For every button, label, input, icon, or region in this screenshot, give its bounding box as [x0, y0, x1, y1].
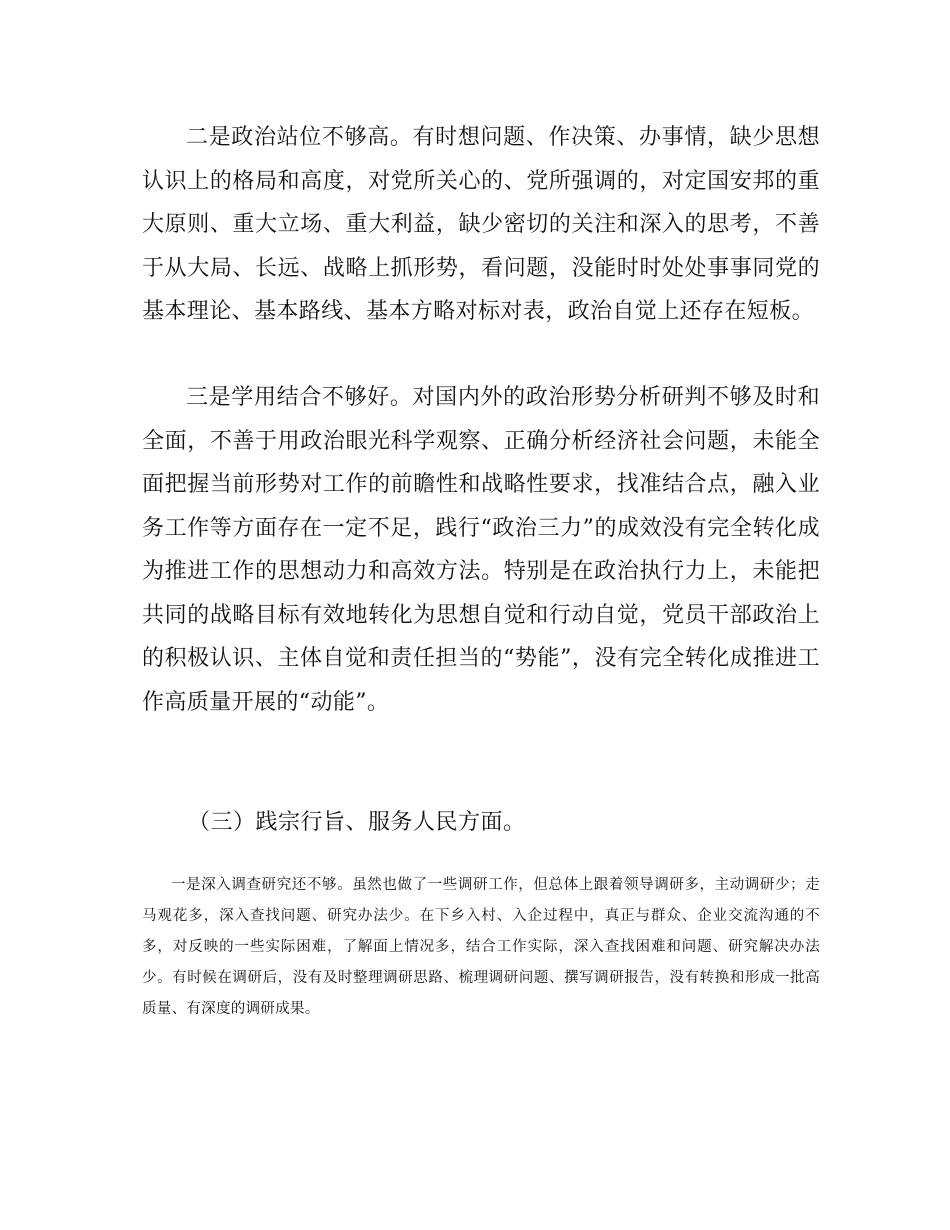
paragraph-political-standing: 二是政治站位不够高。有时想问题、作决策、办事情，缺少思想认识上的格局和高度，对党所关心的、党所强调的，对定国安邦的重大原则、重大立场、重大利益，缺少密切的关注和深入的思考，不善于从大局、长远、战略上抓形势，看问题，没能时时处处事事同党的基本理论、基本路线、基本方略对标对表，政治自觉上还存在短板。 [142, 125, 820, 324]
paragraph-study-application: 三是学用结合不够好。对国内外的政治形势分析研判不够及时和全面，不善于用政治眼光科学观察、正确分析经济社会问题，未能全面把握当前形势对工作的前瞻性和战略性要求，找准结合点，融入业务工作等方面存在一定不足，践行“政治三力”的成效没有完全转化成为推进工作的思想动力和高效方法。特别是在政治执行力上，未能把共同的战略目标有效地转化为思想自觉和行动自觉，党员干部政治上的积极认识、主体自觉和责任担当的“势能”，没有完全转化成推进工作高质量开展的“动能”。 [142, 385, 820, 715]
section-heading: （三）践宗行旨、服务人民方面。 [188, 810, 526, 835]
paragraph-research: 一是深入调查研究还不够。虽然也做了一些调研工作，但总体上跟着领导调研多，主动调研少；走马观花多，深入查找问题、研究办法少。在下乡入村、入企过程中，真正与群众、企业交流沟通的不多，对反映的一些实际困难，了解面上情况多，结合工作实际，深入查找困难和问题、研究解决办法少。有时候在调研后，没有及时整理调研思路、梳理调研问题、撰写调研报告，没有转换和形成一批高质量、有深度的调研成果。 [142, 877, 820, 1017]
